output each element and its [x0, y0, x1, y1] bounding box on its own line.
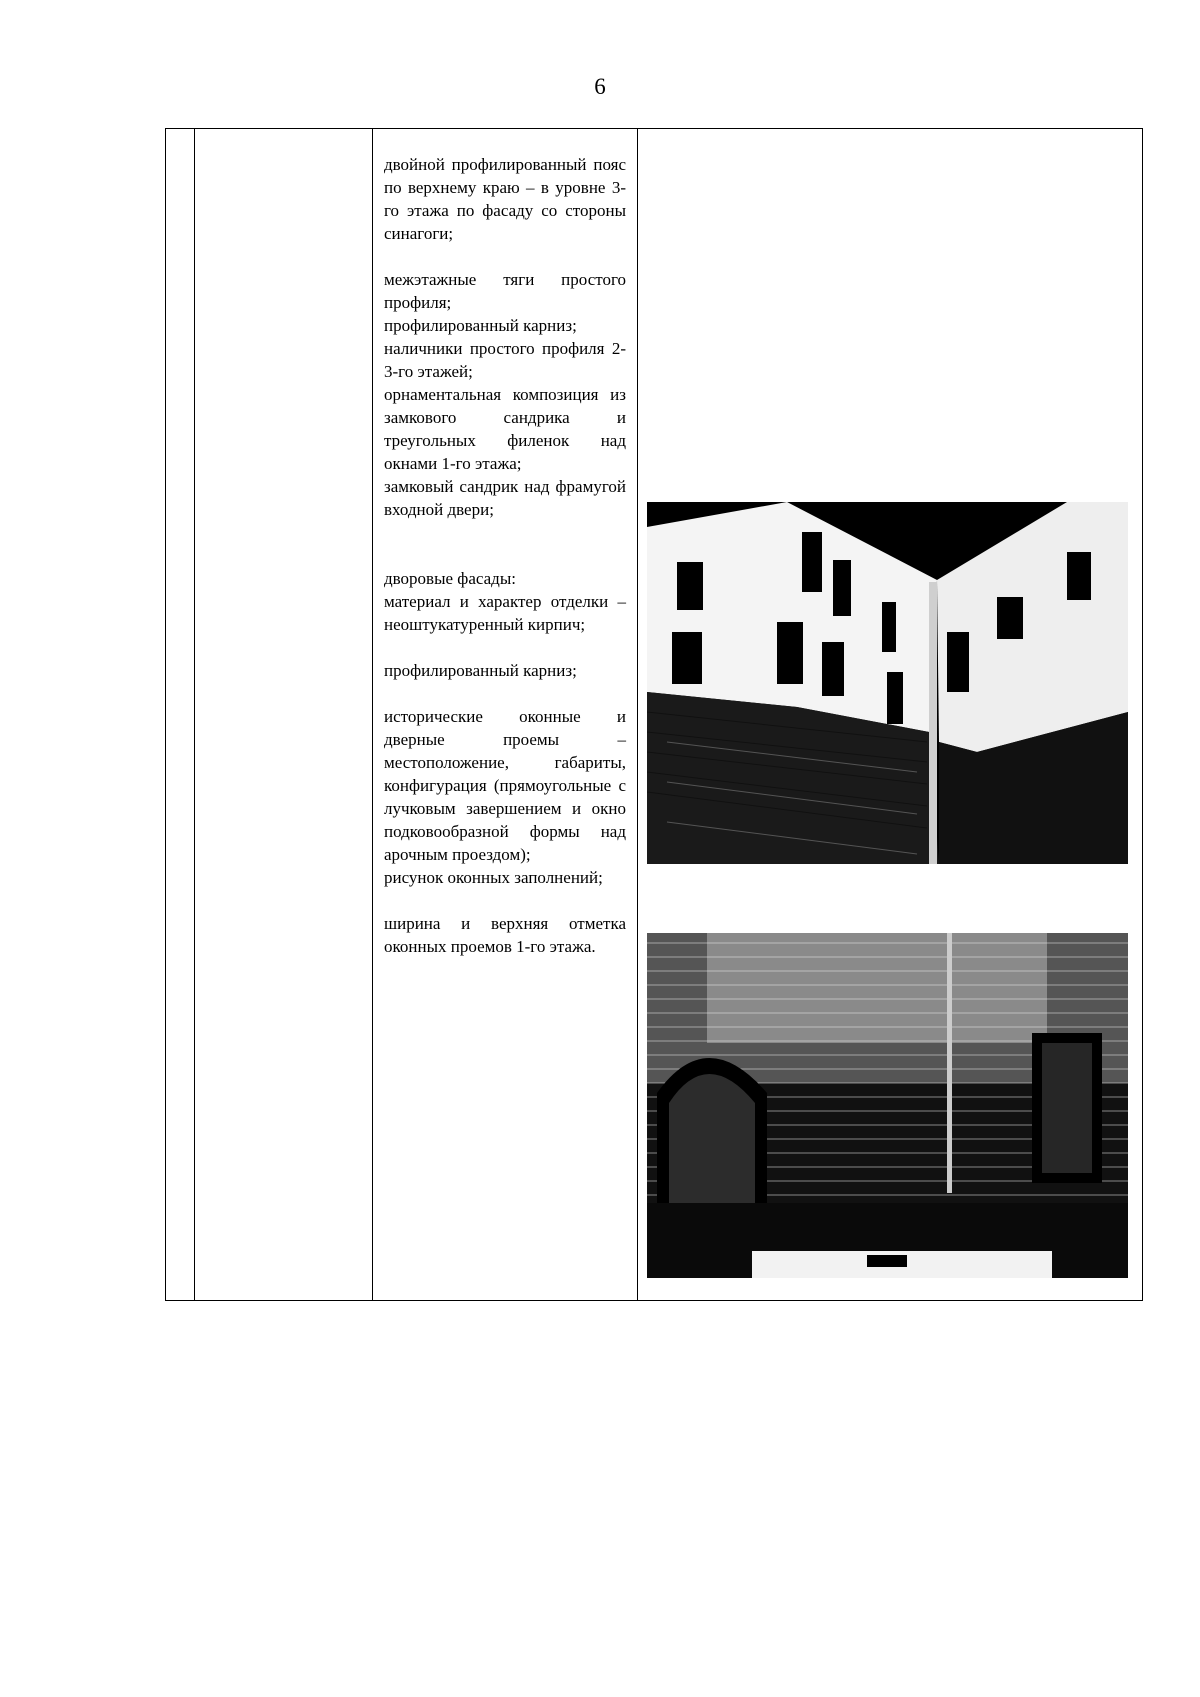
brick-wall-photo — [647, 933, 1128, 1278]
description-item: исторические оконные и дверные проемы – местоположение, габариты, конфигурация (прямоугольные с лучковым завершением и окно подковообразной формы над арочным проездом); — [384, 707, 626, 864]
page-number: 6 — [594, 74, 606, 99]
description-item: наличники простого профиля 2-3-го этажей; — [384, 339, 626, 381]
description-item: профилированный карниз; — [384, 316, 577, 335]
table-row — [166, 129, 1143, 1301]
description-item: замковый сандрик над фрамугой входной двери; — [384, 477, 626, 519]
table-cell-index — [166, 129, 195, 1301]
description-item: двойной профилированный пояс по верхнему краю – в уровне 3-го этажа по фасаду со стороны синагоги; — [384, 155, 626, 243]
heritage-table — [165, 128, 1143, 1301]
description-item: профилированный карниз; — [384, 661, 577, 680]
table-cell-name — [195, 129, 373, 1301]
courtyard-corner-photo — [647, 502, 1128, 864]
table-cell-description — [373, 129, 638, 1301]
description-item: материал и характер отделки – неоштукатуренный кирпич; — [384, 592, 626, 634]
table-cell-photos — [638, 129, 1143, 1301]
description-item: ширина и верхняя отметка оконных проемов 1-го этажа. — [384, 914, 626, 956]
description-item: дворовые фасады: — [384, 569, 516, 588]
description-item: рисунок оконных заполнений; — [384, 868, 603, 887]
description-item: межэтажные тяги простого профиля; — [384, 270, 626, 312]
description-item: орнаментальная композиция из замкового сандрика и треугольных филенок над окнами 1-го этажа; — [384, 385, 626, 473]
